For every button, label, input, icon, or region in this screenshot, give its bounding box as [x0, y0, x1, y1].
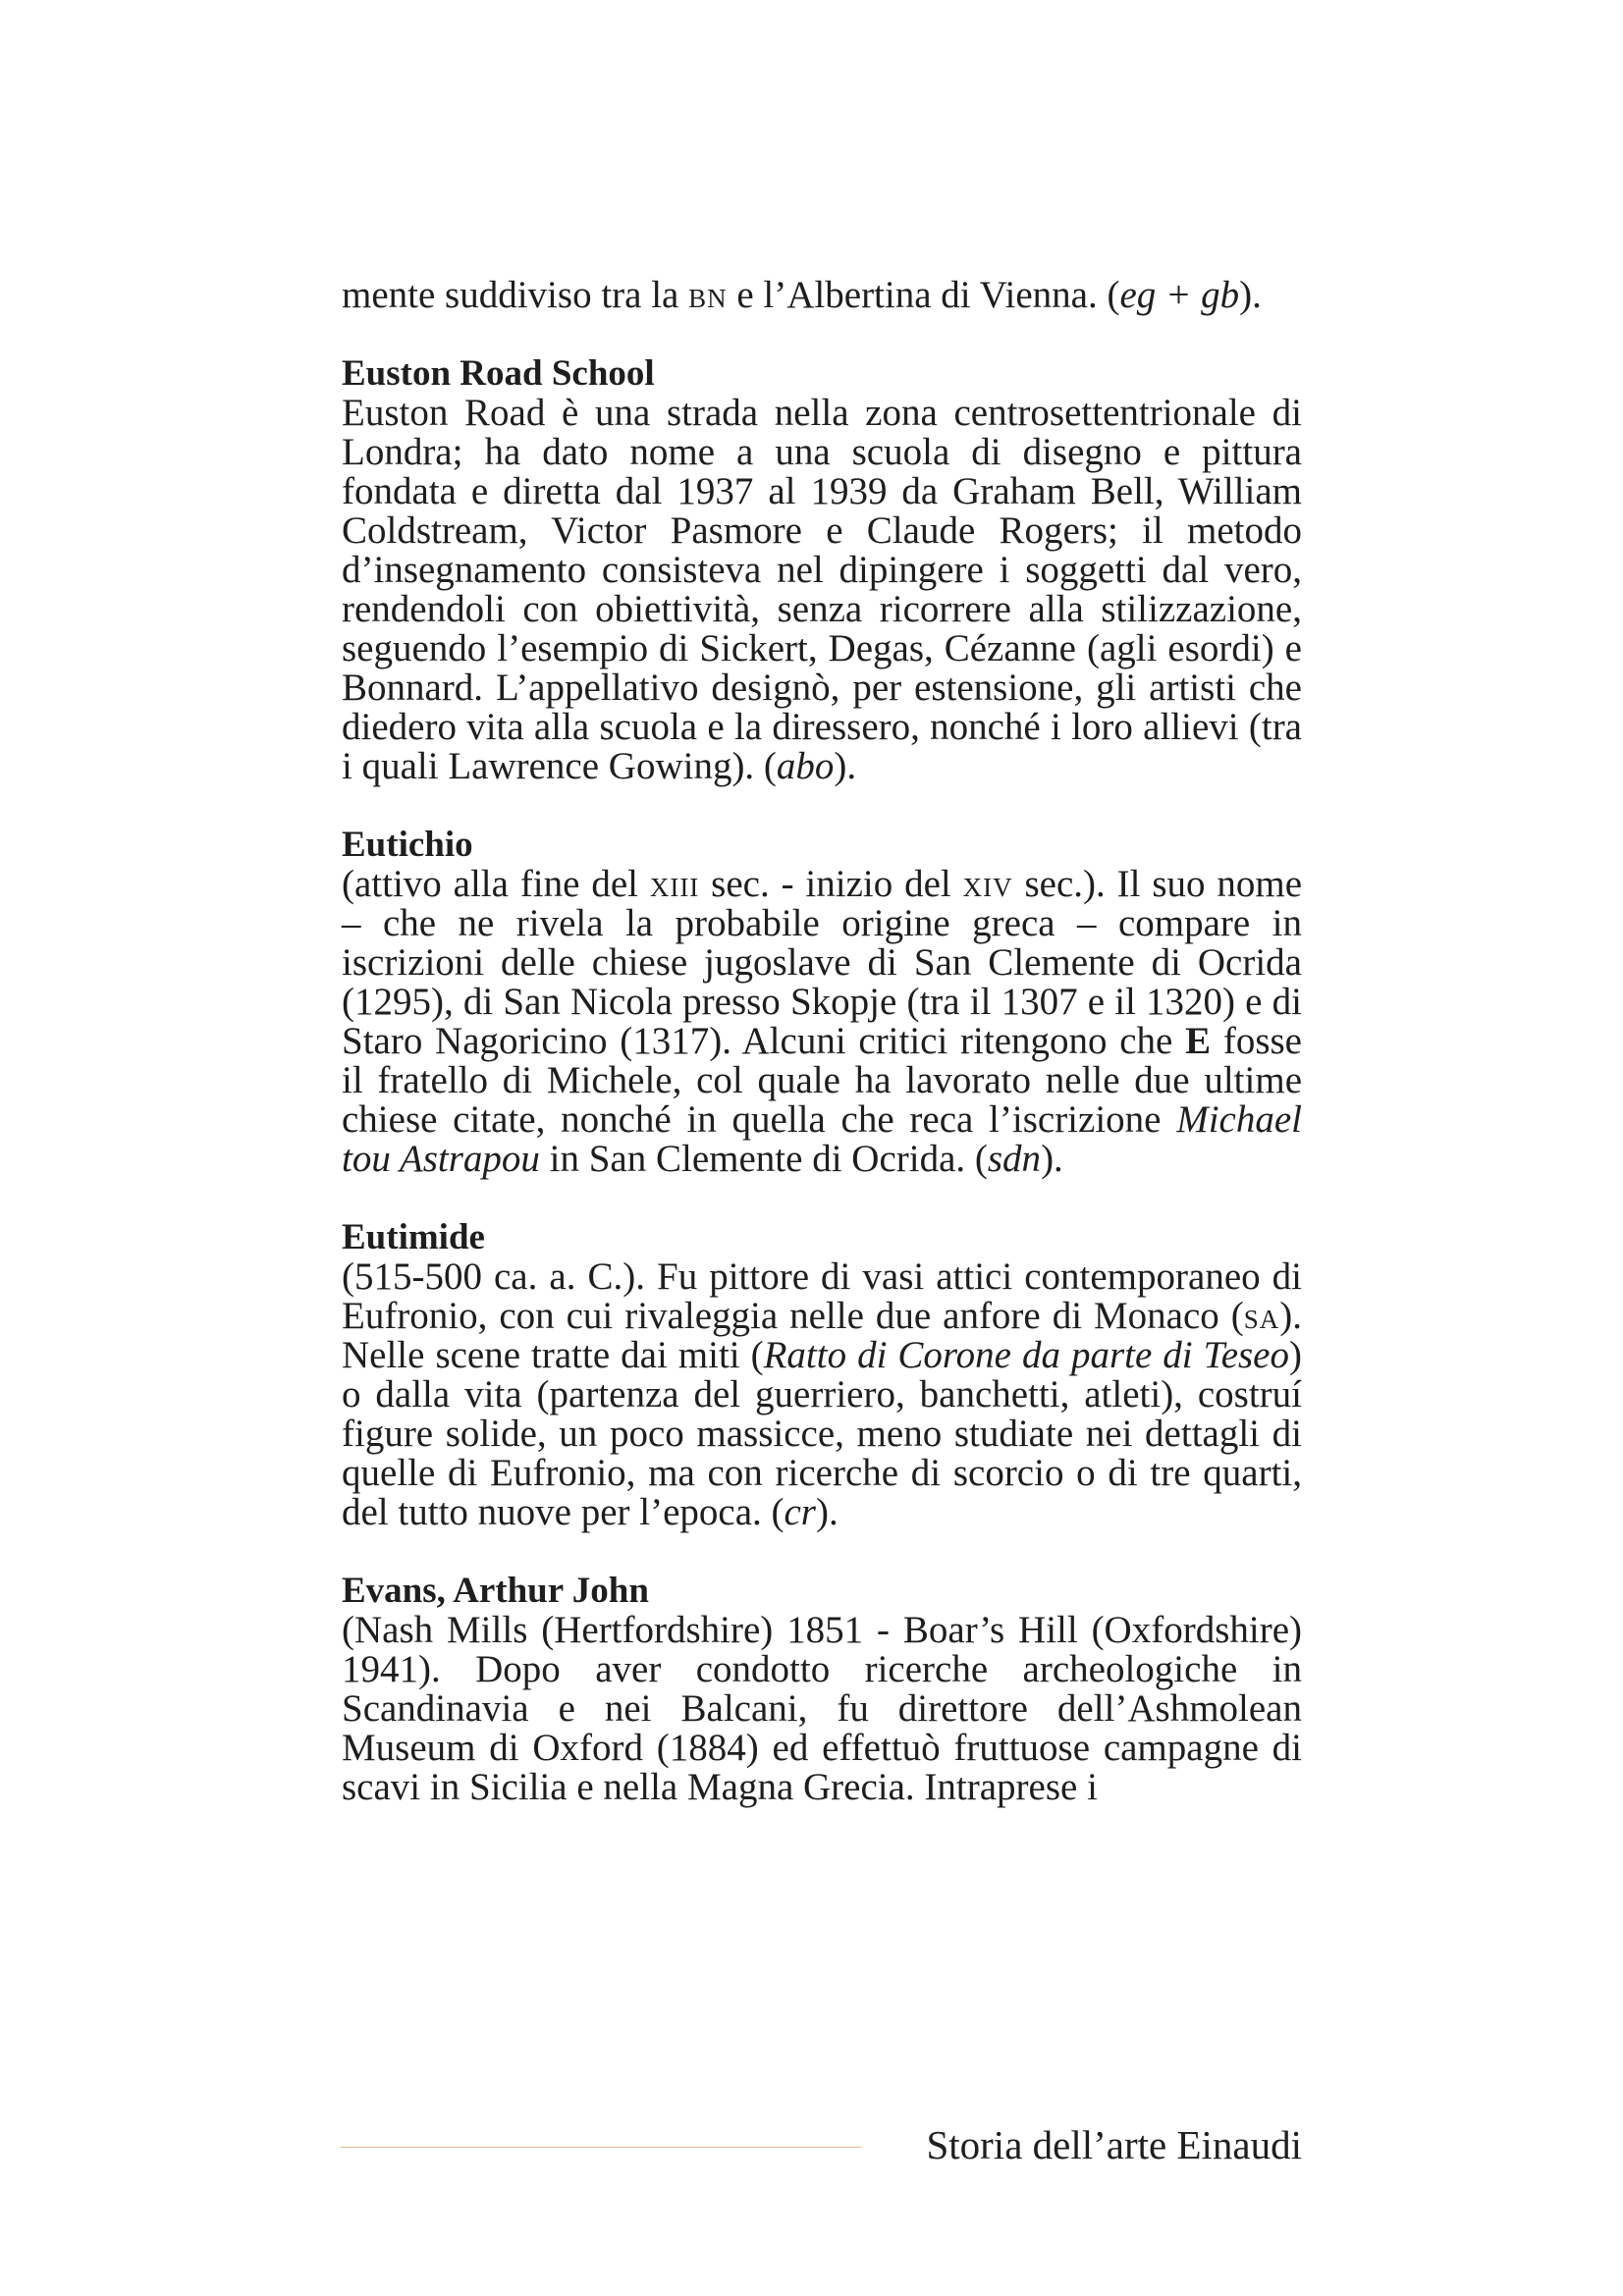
author-initials: eg + gb	[1119, 274, 1240, 316]
author-initials: abo	[776, 745, 835, 787]
entry-title: Eutimide	[342, 1217, 485, 1257]
entry-body	[342, 394, 1302, 786]
entry-eutichio	[342, 826, 1302, 1179]
text-run: Euston Road è una strada nella zona centrosettentrionale di Londra; ha dato nome a una scuola di disegno e pittura fondata e diretta dal 1937 al 1939 da Graham Bell, William Coldstream, Victor Pasmore e Claude Rogers; il metodo d’insegnamento consisteva nel dipingere i soggetti dal vero, rendendoli con obiettività, senza ricorrere alla stilizzazione, seguendo l’esempio di Sickert, Degas, Cézanne (agli esordi) e Bonnard. L’appellativo designò, per estensione, gli artisti che diedero vita alla scuola e la diressero, nonché i loro allievi (tra i quali Lawrence Gowing). (	[342, 392, 1302, 787]
author-initials: cr	[784, 1491, 816, 1533]
entry-evans-arthur-john	[342, 1572, 1302, 1807]
text-run: (attivo alla fine del	[342, 863, 650, 905]
page-footer	[341, 2120, 1302, 2169]
text-run: in San Clemente di Ocrida. (	[539, 1138, 988, 1180]
text-run: ). Nelle scene tratte dai miti (	[342, 1295, 1302, 1376]
entry-initial: E	[1185, 1020, 1212, 1062]
small-caps-abbr: sa	[1243, 1295, 1280, 1337]
footer-publisher-text: Storia dell’arte Einaudi	[926, 2122, 1302, 2167]
text-run: sec.). Il suo nome – che ne rivela la probabile origine greca – compare in iscrizioni delle chiese jugoslave di San Clemente di Ocrida (1295), di San Nicola presso Skopje (tra il 1307 e il 1320) e di Staro Nagoricino (1317). Alcuni critici ritengono che	[342, 863, 1303, 1062]
entry-title: Eutichio	[342, 825, 473, 865]
text-run: mente suddiviso tra la	[342, 274, 689, 316]
text-run: ).	[1239, 274, 1262, 316]
text-run: e l’Albertina di Vienna. (	[727, 274, 1120, 316]
author-initials: sdn	[987, 1138, 1042, 1180]
entry-euston-road-school	[342, 354, 1302, 786]
page-body	[342, 276, 1302, 1846]
continuation-paragraph	[342, 276, 1302, 315]
text-run: ).	[834, 745, 857, 787]
italic-title: Ratto di Corone da parte di Teseo	[763, 1334, 1289, 1376]
roman-numeral: xiv	[962, 863, 1013, 905]
small-caps-abbr: bn	[688, 274, 728, 316]
text-run: (Nash Mills (Hertfordshire) 1851 - Boar’s Hill (Oxfordshire) 1941). Dopo aver condotto ricerche archeologiche in Scandinavia e nei Balcani, fu direttore dell’Ashmolean Museum di Oxford (1884) ed effettuò fruttuose campagne di scavi in Sicilia e nella Magna Grecia. Intraprese i	[342, 1609, 1302, 1808]
text-run: (515-500 ca. a. C.). Fu pittore di vasi attici contemporaneo di Eufronio, con cui rivaleggia nelle due anfore di Monaco (	[342, 1255, 1302, 1337]
entry-title: Evans, Arthur John	[342, 1571, 649, 1611]
roman-numeral: xiii	[649, 863, 700, 905]
text-run: ).	[816, 1491, 839, 1533]
text-run: ) o dalla vita (partenza del guerriero, banchetti, atleti), costruí figure solide, un poco massicce, meno studiate nei dettagli di quelle di Eufronio, ma con ricerche di scorcio o di tre quarti, del tutto nuove per l’epoca. (	[342, 1334, 1302, 1533]
text-run: ).	[1041, 1138, 1063, 1180]
italic-title: Michael tou Astrapou	[342, 1098, 1302, 1180]
entry-body	[342, 1257, 1302, 1532]
text-run: sec. - inizio del	[699, 863, 963, 905]
entry-title: Euston Road School	[342, 353, 655, 394]
entry-body	[342, 865, 1302, 1179]
entry-body	[342, 1611, 1302, 1807]
footer-rule	[341, 2147, 861, 2148]
text-run: fosse il fratello di Michele, col quale ha lavorato nelle due ultime chiese citate, nonché in quella che reca l’iscrizione	[342, 1020, 1302, 1141]
entry-eutimide	[342, 1218, 1302, 1532]
